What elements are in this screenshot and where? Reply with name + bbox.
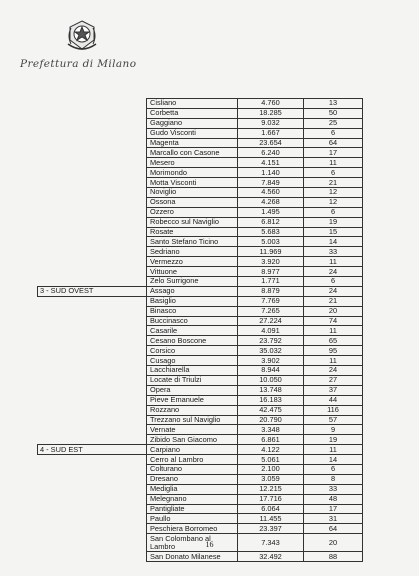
value-cell: 14 xyxy=(304,455,363,465)
municipality-cell: Zelo Surrigone xyxy=(147,277,238,287)
value-cell: 25 xyxy=(304,118,363,128)
municipality-cell: San Colombano al Lambro xyxy=(147,534,238,552)
zone-cell xyxy=(38,346,147,356)
zone-cell: 3 - SUD OVEST xyxy=(38,286,147,296)
municipality-cell: Gudo Visconti xyxy=(147,128,238,138)
municipality-cell: Mediglia xyxy=(147,484,238,494)
value-cell: 20 xyxy=(304,534,363,552)
value-cell: 17 xyxy=(304,504,363,514)
table-row xyxy=(38,316,363,326)
value-cell: 88 xyxy=(304,552,363,562)
population-cell: 2.100 xyxy=(238,464,304,474)
table-row xyxy=(38,552,363,562)
value-cell: 44 xyxy=(304,395,363,405)
municipality-cell: Buccinasco xyxy=(147,316,238,326)
population-cell: 18.285 xyxy=(238,108,304,118)
value-cell: 64 xyxy=(304,524,363,534)
value-cell: 24 xyxy=(304,286,363,296)
value-cell: 27 xyxy=(304,375,363,385)
value-cell: 65 xyxy=(304,336,363,346)
zone-cell xyxy=(38,375,147,385)
zone-cell xyxy=(38,148,147,158)
population-cell: 10.050 xyxy=(238,375,304,385)
municipality-cell: Cesano Boscone xyxy=(147,336,238,346)
population-cell: 7.265 xyxy=(238,306,304,316)
value-cell: 12 xyxy=(304,197,363,207)
municipality-cell: Mesero xyxy=(147,158,238,168)
population-cell: 3.902 xyxy=(238,356,304,366)
municipality-cell: Pieve Emanuele xyxy=(147,395,238,405)
municipality-cell: Cerro al Lambro xyxy=(147,455,238,465)
population-cell: 27.224 xyxy=(238,316,304,326)
municipality-cell: Assago xyxy=(147,286,238,296)
value-cell: 11 xyxy=(304,356,363,366)
table-row xyxy=(38,435,363,445)
municipality-cell: Gaggiano xyxy=(147,118,238,128)
value-cell: 57 xyxy=(304,415,363,425)
value-cell: 6 xyxy=(304,168,363,178)
zone-cell xyxy=(38,188,147,198)
zone-cell xyxy=(38,277,147,287)
population-cell: 6.240 xyxy=(238,148,304,158)
municipality-cell: Binasco xyxy=(147,306,238,316)
zone-cell xyxy=(38,316,147,326)
municipality-cell: Casarile xyxy=(147,326,238,336)
population-cell: 42.475 xyxy=(238,405,304,415)
value-cell: 21 xyxy=(304,178,363,188)
municipality-cell: Santo Stefano Ticino xyxy=(147,237,238,247)
header-title: Prefettura di Milano xyxy=(20,58,137,70)
population-cell: 3.920 xyxy=(238,257,304,267)
zone-cell xyxy=(38,237,147,247)
population-cell: 6.861 xyxy=(238,435,304,445)
table-row xyxy=(38,366,363,376)
population-cell: 5.061 xyxy=(238,455,304,465)
population-cell: 8.977 xyxy=(238,267,304,277)
zone-cell xyxy=(38,455,147,465)
population-cell: 23.397 xyxy=(238,524,304,534)
zone-cell xyxy=(38,504,147,514)
table-row xyxy=(38,375,363,385)
zone-cell xyxy=(38,405,147,415)
population-cell: 1.140 xyxy=(238,168,304,178)
municipality-cell: Lacchiarella xyxy=(147,366,238,376)
value-cell: 31 xyxy=(304,514,363,524)
value-cell: 6 xyxy=(304,277,363,287)
municipality-cell: Corsico xyxy=(147,346,238,356)
municipality-cell: Basiglio xyxy=(147,296,238,306)
zone-cell xyxy=(38,158,147,168)
municipality-cell: Corbetta xyxy=(147,108,238,118)
value-cell: 17 xyxy=(304,148,363,158)
zone-cell xyxy=(38,99,147,109)
table-row xyxy=(38,296,363,306)
table-row xyxy=(38,405,363,415)
value-cell: 9 xyxy=(304,425,363,435)
table-row xyxy=(38,395,363,405)
table-row xyxy=(38,237,363,247)
table-row xyxy=(38,267,363,277)
zone-cell xyxy=(38,108,147,118)
value-cell: 95 xyxy=(304,346,363,356)
population-cell: 13.748 xyxy=(238,385,304,395)
value-cell: 13 xyxy=(304,99,363,109)
zone-cell xyxy=(38,336,147,346)
table-row xyxy=(38,286,363,296)
population-cell: 1.667 xyxy=(238,128,304,138)
municipality-cell: Robecco sul Naviglio xyxy=(147,217,238,227)
zone-cell xyxy=(38,138,147,148)
population-cell: 11.455 xyxy=(238,514,304,524)
population-cell: 7.343 xyxy=(238,534,304,552)
table-row xyxy=(38,277,363,287)
municipality-cell: Opera xyxy=(147,385,238,395)
zone-cell xyxy=(38,356,147,366)
value-cell: 11 xyxy=(304,326,363,336)
population-cell: 6.064 xyxy=(238,504,304,514)
zone-cell xyxy=(38,227,147,237)
table-row xyxy=(38,128,363,138)
population-cell: 4.122 xyxy=(238,445,304,455)
table-row xyxy=(38,524,363,534)
municipality-cell: Marcallo con Casone xyxy=(147,148,238,158)
population-cell: 7.849 xyxy=(238,178,304,188)
value-cell: 116 xyxy=(304,405,363,415)
value-cell: 21 xyxy=(304,296,363,306)
table-row xyxy=(38,158,363,168)
population-cell: 3.348 xyxy=(238,425,304,435)
value-cell: 6 xyxy=(304,128,363,138)
value-cell: 33 xyxy=(304,247,363,257)
table-body xyxy=(38,99,363,562)
value-cell: 11 xyxy=(304,257,363,267)
value-cell: 48 xyxy=(304,494,363,504)
municipality-cell: Ossona xyxy=(147,197,238,207)
population-cell: 9.032 xyxy=(238,118,304,128)
table-row xyxy=(38,474,363,484)
table-row xyxy=(38,504,363,514)
zone-cell xyxy=(38,494,147,504)
table-row xyxy=(38,356,363,366)
municipality-table xyxy=(37,98,363,562)
zone-cell xyxy=(38,366,147,376)
table-row xyxy=(38,346,363,356)
population-cell: 1.771 xyxy=(238,277,304,287)
municipality-cell: Vernate xyxy=(147,425,238,435)
municipality-cell: Motta Visconti xyxy=(147,178,238,188)
municipality-cell: Ozzero xyxy=(147,207,238,217)
table-row xyxy=(38,385,363,395)
municipality-cell: Vermezzo xyxy=(147,257,238,267)
population-cell: 1.495 xyxy=(238,207,304,217)
value-cell: 15 xyxy=(304,227,363,237)
table-row xyxy=(38,257,363,267)
table-row xyxy=(38,445,363,455)
value-cell: 14 xyxy=(304,237,363,247)
municipality-cell: Colturano xyxy=(147,464,238,474)
municipality-cell: Melegnano xyxy=(147,494,238,504)
municipality-cell: Locate di Triulzi xyxy=(147,375,238,385)
population-cell: 3.059 xyxy=(238,474,304,484)
table-row xyxy=(38,118,363,128)
value-cell: 11 xyxy=(304,445,363,455)
zone-cell xyxy=(38,395,147,405)
zone-cell xyxy=(38,178,147,188)
table-row xyxy=(38,484,363,494)
value-cell: 50 xyxy=(304,108,363,118)
table-row xyxy=(38,108,363,118)
value-cell: 74 xyxy=(304,316,363,326)
zone-cell xyxy=(38,168,147,178)
population-cell: 4.151 xyxy=(238,158,304,168)
value-cell: 24 xyxy=(304,267,363,277)
value-cell: 12 xyxy=(304,188,363,198)
zone-cell xyxy=(38,435,147,445)
zone-cell xyxy=(38,552,147,562)
table-row xyxy=(38,207,363,217)
population-cell: 6.812 xyxy=(238,217,304,227)
municipality-cell: Rozzano xyxy=(147,405,238,415)
municipality-cell: Peschiera Borromeo xyxy=(147,524,238,534)
population-cell: 4.268 xyxy=(238,197,304,207)
zone-cell xyxy=(38,464,147,474)
table-row xyxy=(38,168,363,178)
population-cell: 20.790 xyxy=(238,415,304,425)
municipality-cell: Rosate xyxy=(147,227,238,237)
zone-cell xyxy=(38,385,147,395)
municipality-cell: Magenta xyxy=(147,138,238,148)
table-row xyxy=(38,188,363,198)
table-row xyxy=(38,514,363,524)
table-row xyxy=(38,247,363,257)
value-cell: 6 xyxy=(304,207,363,217)
municipality-cell: Noviglio xyxy=(147,188,238,198)
table-row xyxy=(38,197,363,207)
page-number: 16 xyxy=(205,540,214,549)
population-cell: 32.492 xyxy=(238,552,304,562)
municipality-cell: San Donato Milanese xyxy=(147,552,238,562)
population-cell: 5.003 xyxy=(238,237,304,247)
zone-cell xyxy=(38,415,147,425)
municipality-cell: Cusago xyxy=(147,356,238,366)
table-row xyxy=(38,148,363,158)
value-cell: 20 xyxy=(304,306,363,316)
municipality-cell: Paullo xyxy=(147,514,238,524)
population-cell: 8.879 xyxy=(238,286,304,296)
population-cell: 4.091 xyxy=(238,326,304,336)
value-cell: 33 xyxy=(304,484,363,494)
municipality-cell: Vittuone xyxy=(147,267,238,277)
municipality-cell: Dresano xyxy=(147,474,238,484)
table-row xyxy=(38,464,363,474)
population-cell: 11.969 xyxy=(238,247,304,257)
table-row xyxy=(38,99,363,109)
zone-cell xyxy=(38,217,147,227)
population-cell: 35.032 xyxy=(238,346,304,356)
population-cell: 23.792 xyxy=(238,336,304,346)
value-cell: 6 xyxy=(304,464,363,474)
zone-cell: 4 - SUD EST xyxy=(38,445,147,455)
municipality-cell: Cisliano xyxy=(147,99,238,109)
zone-cell xyxy=(38,128,147,138)
zone-cell xyxy=(38,247,147,257)
zone-cell xyxy=(38,326,147,336)
table-row xyxy=(38,227,363,237)
table-row xyxy=(38,178,363,188)
zone-cell xyxy=(38,197,147,207)
population-cell: 5.683 xyxy=(238,227,304,237)
zone-cell xyxy=(38,207,147,217)
population-cell: 4.760 xyxy=(238,99,304,109)
municipality-cell: Carpiano xyxy=(147,445,238,455)
value-cell: 19 xyxy=(304,435,363,445)
municipality-cell: Pantigliate xyxy=(147,504,238,514)
population-cell: 16.183 xyxy=(238,395,304,405)
table-row xyxy=(38,455,363,465)
population-cell: 17.716 xyxy=(238,494,304,504)
value-cell: 24 xyxy=(304,366,363,376)
value-cell: 19 xyxy=(304,217,363,227)
table-row xyxy=(38,425,363,435)
value-cell: 8 xyxy=(304,474,363,484)
zone-cell xyxy=(38,474,147,484)
zone-cell xyxy=(38,524,147,534)
municipality-cell: Zibido San Giacomo xyxy=(147,435,238,445)
table-row xyxy=(38,217,363,227)
zone-cell xyxy=(38,425,147,435)
population-cell: 7.769 xyxy=(238,296,304,306)
population-cell: 4.560 xyxy=(238,188,304,198)
value-cell: 37 xyxy=(304,385,363,395)
zone-cell xyxy=(38,306,147,316)
population-cell: 12.215 xyxy=(238,484,304,494)
municipality-cell: Morimondo xyxy=(147,168,238,178)
municipality-cell: Trezzano sul Naviglio xyxy=(147,415,238,425)
table-row xyxy=(38,138,363,148)
table-row xyxy=(38,494,363,504)
table-row xyxy=(38,306,363,316)
zone-cell xyxy=(38,267,147,277)
italian-republic-emblem xyxy=(65,18,99,54)
zone-cell xyxy=(38,484,147,494)
value-cell: 11 xyxy=(304,158,363,168)
table-row xyxy=(38,336,363,346)
zone-cell xyxy=(38,296,147,306)
municipality-cell: Sedriano xyxy=(147,247,238,257)
value-cell: 64 xyxy=(304,138,363,148)
table-row xyxy=(38,326,363,336)
population-cell: 8.944 xyxy=(238,366,304,376)
zone-cell xyxy=(38,514,147,524)
zone-cell xyxy=(38,118,147,128)
table-row xyxy=(38,415,363,425)
population-cell: 23.654 xyxy=(238,138,304,148)
zone-cell xyxy=(38,257,147,267)
